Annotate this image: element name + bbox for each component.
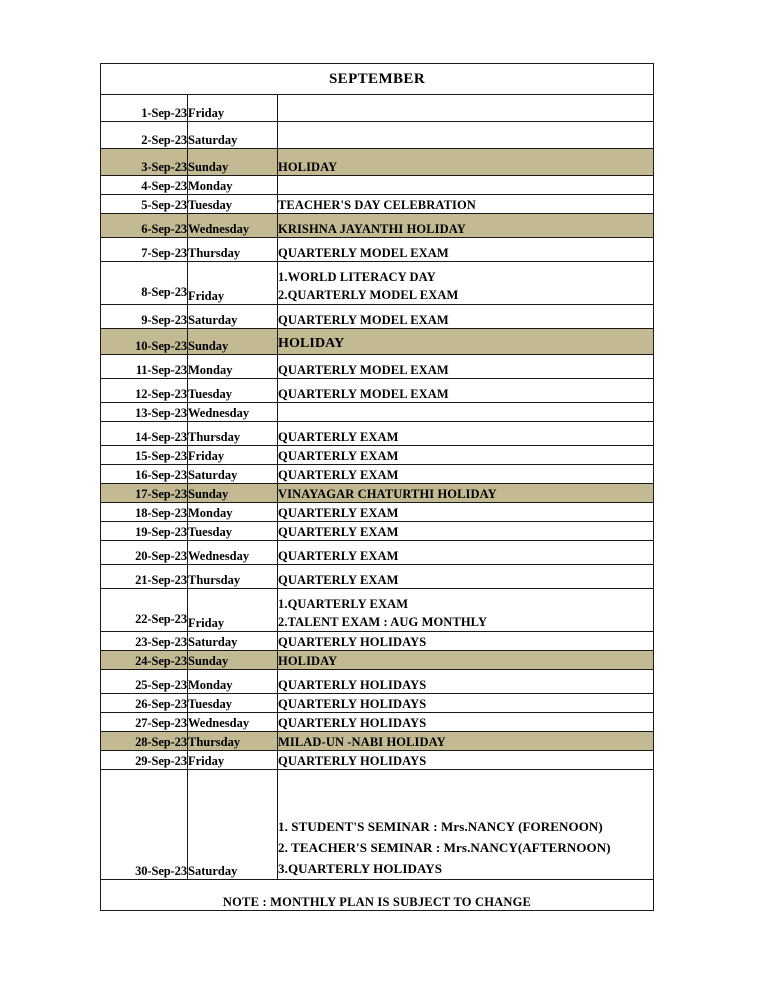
table-row[interactable]	[101, 195, 654, 214]
table-row[interactable]	[101, 422, 654, 446]
row-day: Wednesday	[188, 713, 278, 732]
footer-note: NOTE : MONTHLY PLAN IS SUBJECT TO CHANGE	[101, 880, 654, 911]
month-header-row	[101, 64, 654, 95]
row-day: Monday	[188, 355, 278, 379]
table-row[interactable]	[101, 503, 654, 522]
monthly-plan-table	[100, 63, 654, 911]
row-date: 14-Sep-23	[101, 422, 188, 446]
table-row[interactable]	[101, 694, 654, 713]
row-date: 6-Sep-23	[101, 214, 188, 238]
row-day: Tuesday	[188, 195, 278, 214]
table-row[interactable]	[101, 262, 654, 305]
row-day: Monday	[188, 503, 278, 522]
footer-note-row	[101, 880, 654, 911]
row-date: 23-Sep-23	[101, 632, 188, 651]
row-date: 13-Sep-23	[101, 403, 188, 422]
row-event-line: 1.QUARTERLY EXAM	[278, 597, 409, 611]
row-date: 25-Sep-23	[101, 670, 188, 694]
row-event: QUARTERLY HOLIDAYS	[278, 632, 654, 651]
row-event: QUARTERLY EXAM	[278, 503, 654, 522]
row-day: Tuesday	[188, 522, 278, 541]
row-date: 2-Sep-23	[101, 122, 188, 149]
table-row[interactable]	[101, 751, 654, 770]
table-row[interactable]	[101, 465, 654, 484]
row-date: 17-Sep-23	[101, 484, 188, 503]
row-event: QUARTERLY EXAM	[278, 422, 654, 446]
row-event-line: 1. STUDENT'S SEMINAR : Mrs.NANCY (FORENOON)	[278, 819, 603, 834]
table-row[interactable]	[101, 541, 654, 565]
row-date: 7-Sep-23	[101, 238, 188, 262]
row-day: Thursday	[188, 732, 278, 751]
row-date: 22-Sep-23	[101, 589, 188, 632]
row-date: 30-Sep-23	[101, 770, 188, 880]
row-date: 27-Sep-23	[101, 713, 188, 732]
row-event: QUARTERLY HOLIDAYS	[278, 670, 654, 694]
table-row[interactable]	[101, 670, 654, 694]
row-date: 9-Sep-23	[101, 305, 188, 329]
row-event	[278, 589, 654, 632]
table-row[interactable]	[101, 176, 654, 195]
row-event: HOLIDAY	[278, 149, 654, 176]
row-date: 11-Sep-23	[101, 355, 188, 379]
row-day: Thursday	[188, 422, 278, 446]
monthly-plan-sheet	[100, 63, 653, 911]
row-event: QUARTERLY EXAM	[278, 446, 654, 465]
table-row[interactable]	[101, 446, 654, 465]
row-day: Tuesday	[188, 379, 278, 403]
row-date: 24-Sep-23	[101, 651, 188, 670]
row-event: HOLIDAY	[278, 329, 654, 355]
row-day: Monday	[188, 176, 278, 195]
row-event-line: 3.QUARTERLY HOLIDAYS	[278, 861, 443, 876]
row-date: 26-Sep-23	[101, 694, 188, 713]
row-date: 3-Sep-23	[101, 149, 188, 176]
row-event: QUARTERLY MODEL EXAM	[278, 355, 654, 379]
row-event: QUARTERLY EXAM	[278, 522, 654, 541]
row-day: Sunday	[188, 329, 278, 355]
row-day: Friday	[188, 95, 278, 122]
row-event: QUARTERLY EXAM	[278, 465, 654, 484]
table-row[interactable]	[101, 713, 654, 732]
row-day: Sunday	[188, 484, 278, 503]
row-day: Thursday	[188, 238, 278, 262]
row-date: 1-Sep-23	[101, 95, 188, 122]
row-date: 4-Sep-23	[101, 176, 188, 195]
row-date: 16-Sep-23	[101, 465, 188, 484]
row-day: Sunday	[188, 651, 278, 670]
row-date: 29-Sep-23	[101, 751, 188, 770]
row-day: Sunday	[188, 149, 278, 176]
row-day: Wednesday	[188, 403, 278, 422]
table-row[interactable]	[101, 238, 654, 262]
table-row[interactable]	[101, 651, 654, 670]
row-day: Thursday	[188, 565, 278, 589]
table-row[interactable]	[101, 770, 654, 880]
row-date: 18-Sep-23	[101, 503, 188, 522]
row-date: 19-Sep-23	[101, 522, 188, 541]
row-event: QUARTERLY MODEL EXAM	[278, 379, 654, 403]
table-row[interactable]	[101, 122, 654, 149]
row-event: MILAD-UN -NABI HOLIDAY	[278, 732, 654, 751]
row-date: 21-Sep-23	[101, 565, 188, 589]
row-event-line: 2.TALENT EXAM : AUG MONTHLY	[278, 615, 488, 629]
row-event: QUARTERLY HOLIDAYS	[278, 751, 654, 770]
row-event: QUARTERLY MODEL EXAM	[278, 238, 654, 262]
row-day: Friday	[188, 262, 278, 305]
table-row[interactable]	[101, 522, 654, 541]
row-event	[278, 262, 654, 305]
row-day: Friday	[188, 589, 278, 632]
row-date: 8-Sep-23	[101, 262, 188, 305]
row-day: Saturday	[188, 770, 278, 880]
table-row[interactable]	[101, 149, 654, 176]
table-row[interactable]	[101, 732, 654, 751]
table-row[interactable]	[101, 565, 654, 589]
row-date: 5-Sep-23	[101, 195, 188, 214]
row-day: Saturday	[188, 122, 278, 149]
row-day: Wednesday	[188, 541, 278, 565]
table-row[interactable]	[101, 214, 654, 238]
row-day: Tuesday	[188, 694, 278, 713]
row-date: 15-Sep-23	[101, 446, 188, 465]
table-row[interactable]	[101, 305, 654, 329]
row-event: QUARTERLY MODEL EXAM	[278, 305, 654, 329]
row-event: HOLIDAY	[278, 651, 654, 670]
row-day: Monday	[188, 670, 278, 694]
row-day: Wednesday	[188, 214, 278, 238]
table-row[interactable]	[101, 329, 654, 355]
row-event: QUARTERLY EXAM	[278, 565, 654, 589]
table-row[interactable]	[101, 355, 654, 379]
table-row[interactable]	[101, 403, 654, 422]
table-row[interactable]	[101, 589, 654, 632]
table-row[interactable]	[101, 95, 654, 122]
page-title: SEPTEMBER	[101, 64, 654, 95]
row-day: Friday	[188, 446, 278, 465]
row-event: QUARTERLY HOLIDAYS	[278, 713, 654, 732]
row-event	[278, 770, 654, 880]
row-day: Saturday	[188, 465, 278, 484]
row-event: VINAYAGAR CHATURTHI HOLIDAY	[278, 484, 654, 503]
row-event-line: 2.QUARTERLY MODEL EXAM	[278, 288, 459, 302]
row-date: 20-Sep-23	[101, 541, 188, 565]
row-event: QUARTERLY HOLIDAYS	[278, 694, 654, 713]
row-date: 28-Sep-23	[101, 732, 188, 751]
row-event-line: 2. TEACHER'S SEMINAR : Mrs.NANCY(AFTERNOON)	[278, 840, 611, 855]
table-row[interactable]	[101, 379, 654, 403]
row-day: Saturday	[188, 305, 278, 329]
row-day: Friday	[188, 751, 278, 770]
row-event: QUARTERLY EXAM	[278, 541, 654, 565]
row-event: TEACHER'S DAY CELEBRATION	[278, 195, 654, 214]
table-row[interactable]	[101, 632, 654, 651]
row-day: Saturday	[188, 632, 278, 651]
row-date: 10-Sep-23	[101, 329, 188, 355]
table-row[interactable]	[101, 484, 654, 503]
row-event-line: 1.WORLD LITERACY DAY	[278, 270, 436, 284]
row-event	[278, 176, 654, 195]
row-event	[278, 403, 654, 422]
row-event: KRISHNA JAYANTHI HOLIDAY	[278, 214, 654, 238]
row-event	[278, 122, 654, 149]
row-date: 12-Sep-23	[101, 379, 188, 403]
row-event	[278, 95, 654, 122]
